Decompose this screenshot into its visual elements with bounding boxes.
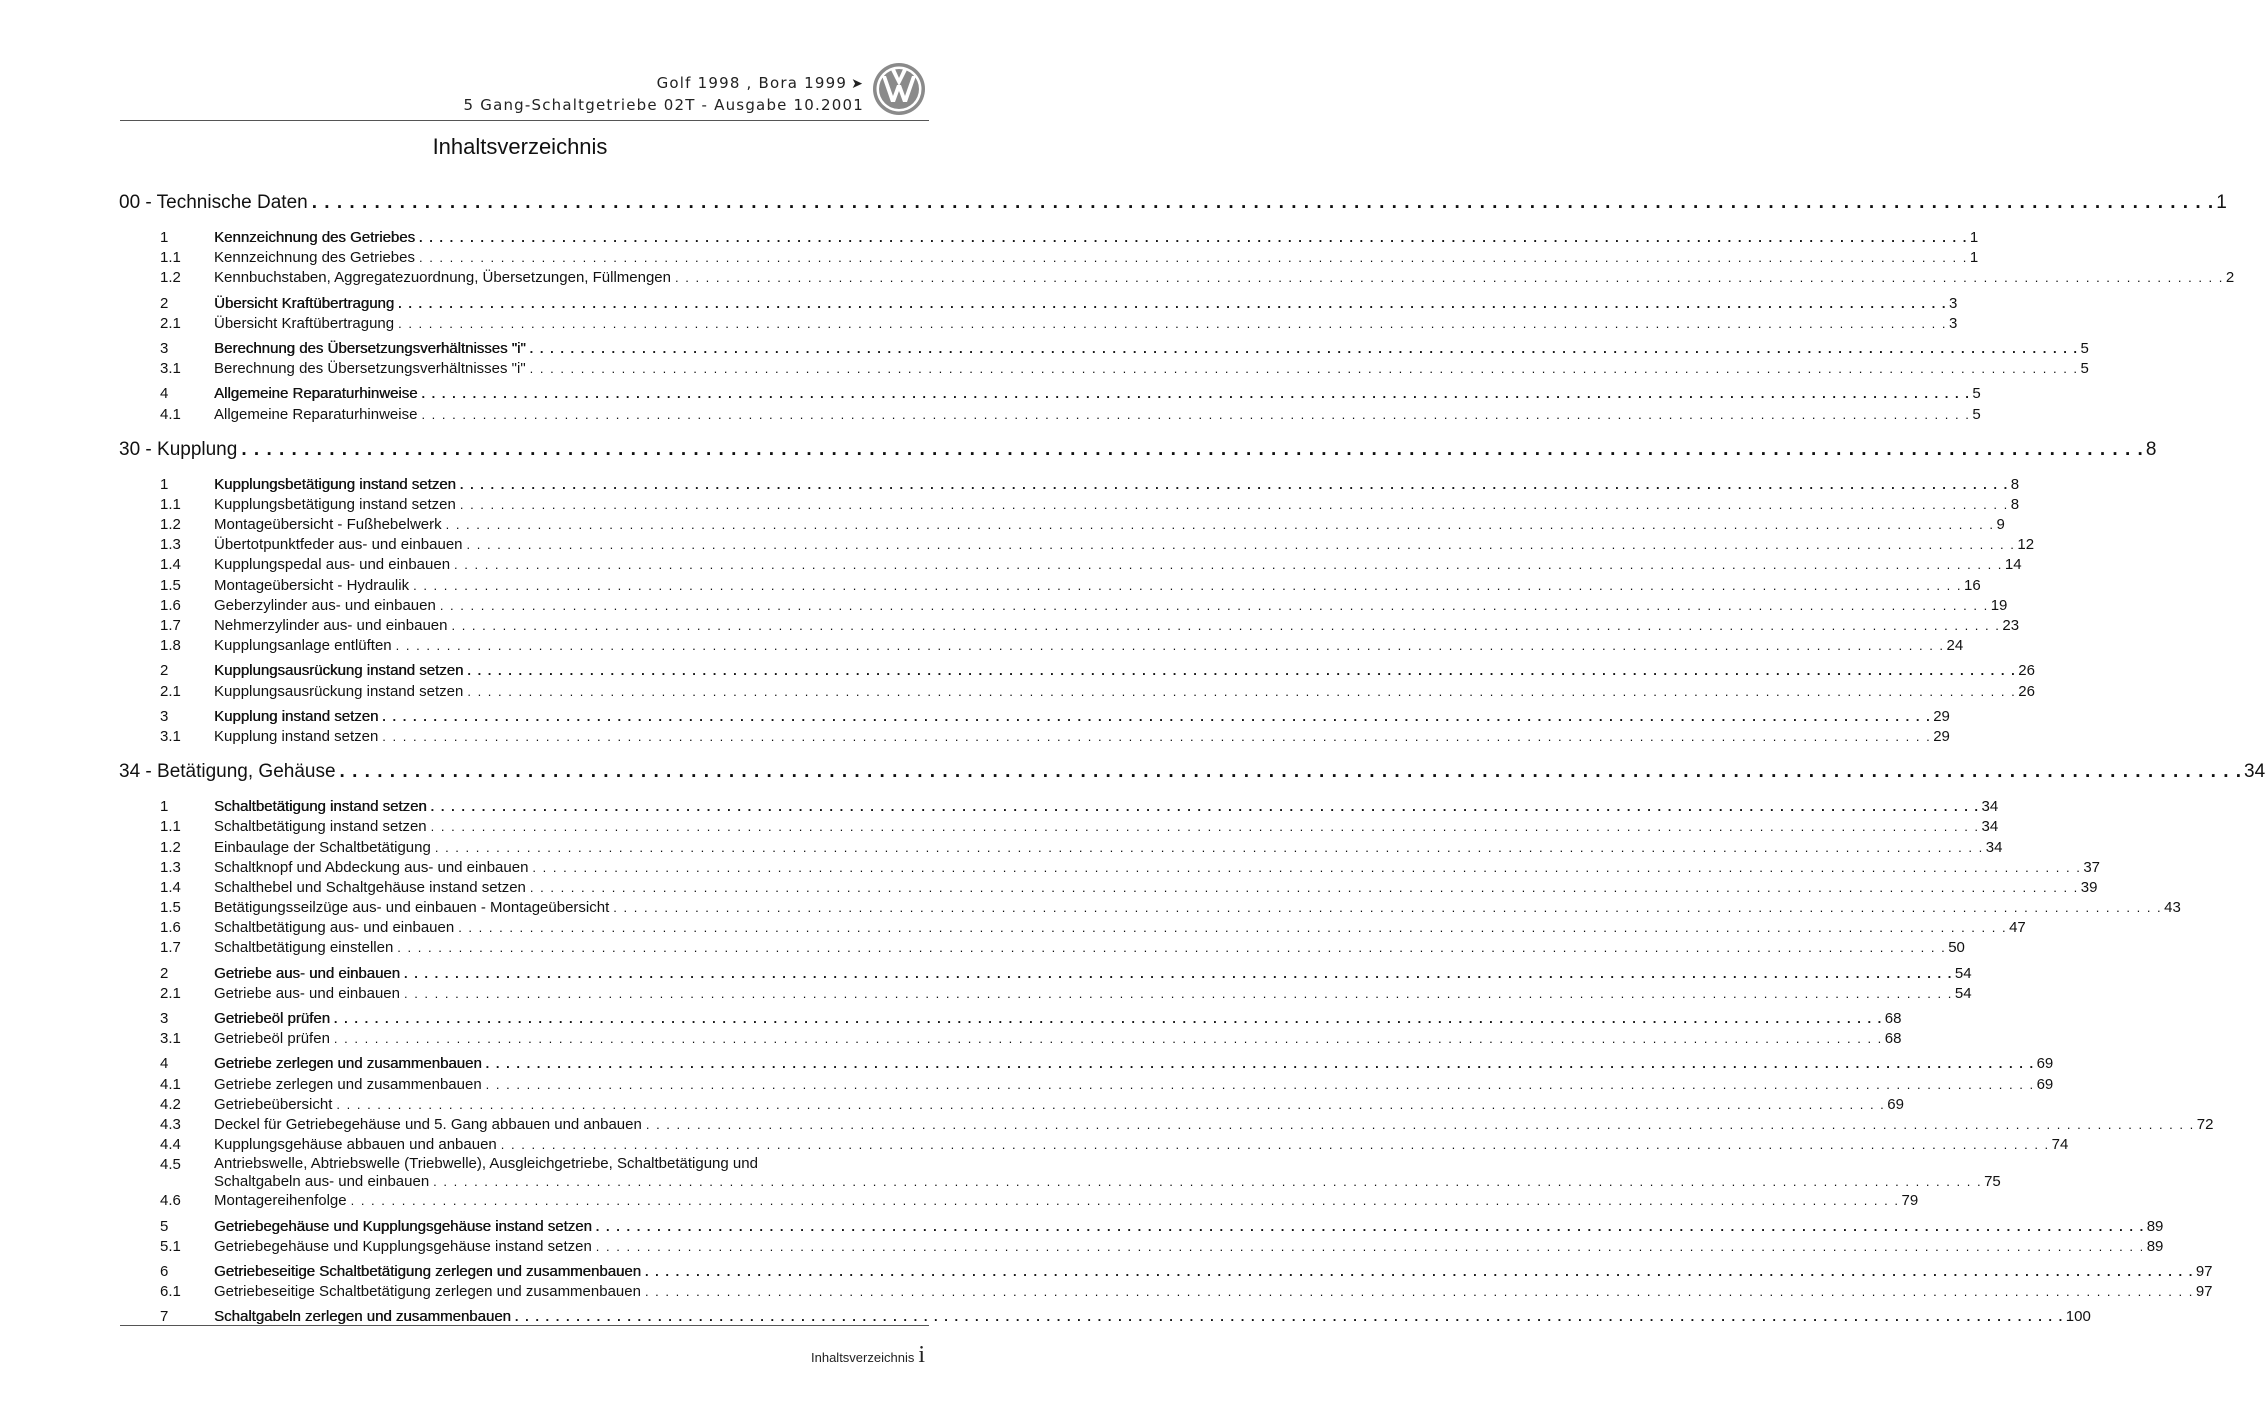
toc-entry-number: 4.5 <box>160 1156 181 1174</box>
page-title: Inhaltsverzeichnis <box>432 134 608 159</box>
toc-entry-title: Getriebeöl prüfen <box>214 1010 330 1027</box>
toc-entry-title: Übersicht Kraftübertragung <box>214 294 395 312</box>
toc-entry-last-line <box>214 1173 2001 1191</box>
toc-entry-number: 5 <box>160 1217 169 1235</box>
toc-subsection-row[interactable] <box>119 555 2022 575</box>
toc-entry-page: 50 <box>1948 939 1965 957</box>
toc-leader-dots <box>351 1191 1900 1211</box>
toc-entry-number: 4.1 <box>160 1075 181 1093</box>
toc-entry-number: 5.1 <box>160 1237 181 1255</box>
toc-entry-page: 2 <box>2225 269 2235 287</box>
toc-section-row[interactable] <box>119 797 1999 817</box>
toc-section-row[interactable] <box>119 228 1979 248</box>
toc-leader-dots <box>419 248 1968 268</box>
toc-entry-title: Montageübersicht - Fußhebelwerk <box>214 516 442 534</box>
toc-entry-number: 6.1 <box>160 1283 181 1301</box>
toc-chapter-page: 34 <box>2244 761 2265 783</box>
toc-subsection-row[interactable] <box>119 682 2035 702</box>
toc-leader-dots <box>446 515 1995 535</box>
toc-entry-number: 1.7 <box>160 617 181 634</box>
toc-entry-page: 26 <box>2018 662 2035 680</box>
toc-entry-number: 7 <box>160 1308 169 1326</box>
toc-leader-dots <box>433 1173 1982 1191</box>
toc-subsection-row[interactable] <box>119 1075 2054 1095</box>
toc-entry-number: 3 <box>160 707 169 725</box>
toc-entry-page: 75 <box>1984 1173 2001 1191</box>
toc-leader-dots <box>645 1262 2194 1282</box>
toc-subsection-row[interactable] <box>119 727 1950 747</box>
header-rule <box>120 120 929 121</box>
toc-leader-dots <box>451 616 2000 636</box>
toc-section-row[interactable] <box>119 294 1958 314</box>
toc-chapter[interactable] <box>119 190 2227 216</box>
toc-entry-page: 23 <box>2002 617 2020 634</box>
toc-entry-number: 2 <box>160 294 169 312</box>
toc-entry-number: 4.4 <box>160 1136 181 1154</box>
toc-entry-title: Getriebeseitige Schaltbetätigung zerlegen und zusammenbauen <box>214 1262 641 1280</box>
toc-entry-page: 34 <box>1985 838 2003 856</box>
toc-entry-page: 43 <box>2164 899 2181 917</box>
toc-subsection-row[interactable] <box>119 817 1999 837</box>
toc-entry-title: Getriebe zerlegen und zusammenbauen <box>214 1075 482 1093</box>
toc-subsection-row[interactable] <box>119 1237 2164 1257</box>
toc-entry-title: Allgemeine Reparaturhinweise <box>214 405 418 423</box>
toc-entry-page: 5 <box>1972 405 1981 423</box>
toc-leader-dots <box>334 1009 1883 1029</box>
footer-label: Inhaltsverzeichnis <box>811 1350 915 1365</box>
toc-entry-number: 2 <box>160 964 169 982</box>
toc-entry-number: 1.2 <box>160 838 181 856</box>
header-vehicle-text: Golf 1998 , Bora 1999 <box>656 74 848 92</box>
toc-subsection-row[interactable] <box>119 1155 2001 1191</box>
header-vehicle-line <box>120 74 864 93</box>
toc-leader-dots <box>421 384 1970 404</box>
toc-subsection-row[interactable] <box>119 1135 2069 1155</box>
toc-leader-dots <box>241 437 2143 463</box>
toc-entry-page: 19 <box>1990 596 2008 614</box>
toc-entry-number: 1.3 <box>160 858 181 876</box>
document-header <box>120 74 864 114</box>
toc-subsection-row[interactable] <box>119 1191 1919 1211</box>
toc-leader-dots <box>435 838 1984 858</box>
toc-entry-title: Montagereihenfolge <box>214 1192 347 1210</box>
toc-leader-dots <box>413 576 1962 596</box>
toc-leader-dots <box>382 727 1931 747</box>
toc-entry-title: Kupplungsausrückung instand setzen <box>214 682 464 700</box>
toc-leader-dots <box>312 190 2214 216</box>
toc-section-row[interactable] <box>119 384 1981 404</box>
toc-subsection-row[interactable] <box>119 576 1981 596</box>
toc-entry-page: 5 <box>2080 360 2089 378</box>
toc-section-row[interactable] <box>119 475 2020 495</box>
toc-section-row[interactable] <box>119 707 1950 727</box>
toc-entry-number: 1.4 <box>160 878 181 896</box>
toc-entry-page: 29 <box>1933 707 1950 725</box>
toc-entry-title: Getriebe aus- und einbauen <box>214 964 400 982</box>
toc-entry-title: Kupplungsgehäuse abbauen und anbauen <box>214 1136 497 1154</box>
toc-entry-title-cont: Schaltgabeln aus- und einbauen <box>214 1173 430 1191</box>
toc-entry-page: 97 <box>2195 1262 2213 1280</box>
toc-entry-page: 69 <box>2036 1055 2054 1073</box>
toc-leader-dots <box>532 858 2081 878</box>
toc-subsection-row[interactable] <box>119 535 2035 555</box>
toc-leader-dots <box>404 984 1953 1004</box>
toc-subsection-row[interactable] <box>119 984 1972 1004</box>
toc-entry-page: 72 <box>2196 1115 2214 1133</box>
toc-chapter-page: 1 <box>2216 192 2227 213</box>
toc-leader-dots <box>467 682 2016 702</box>
toc-entry-number: 2.1 <box>160 682 181 700</box>
toc-entry-title: Kupplung instand setzen <box>214 707 379 725</box>
toc-entry-number: 1.4 <box>160 556 181 574</box>
toc-entry-page: 26 <box>2018 682 2035 700</box>
toc-subsection-row[interactable] <box>119 858 2100 878</box>
toc-leader-dots <box>596 1217 2145 1237</box>
toc-subsection-row[interactable] <box>119 248 1979 268</box>
toc-leader-dots <box>419 228 1968 248</box>
toc-entry-number: 3 <box>160 339 169 357</box>
footer-page-number: i <box>918 1342 925 1368</box>
toc-entry-page: 97 <box>2195 1283 2213 1301</box>
toc-leader-dots <box>398 294 1947 314</box>
toc-entry-title: Übersicht Kraftübertragung <box>214 314 395 332</box>
toc-entry-number: 1.6 <box>160 596 181 614</box>
toc-leader-dots <box>486 1075 2035 1095</box>
vw-logo-icon <box>872 62 926 116</box>
toc-section-row[interactable] <box>119 964 1972 984</box>
toc-subsection-row[interactable] <box>119 938 1965 958</box>
toc-entry-number: 4.2 <box>160 1095 181 1113</box>
arrow-icon: ➤ <box>851 76 864 92</box>
toc-entry-title: Kupplung instand setzen <box>214 727 379 745</box>
toc-leader-dots <box>613 898 2162 918</box>
toc-section-row[interactable] <box>119 1217 2164 1237</box>
toc-entry-title: Übertotpunktfeder aus- und einbauen <box>214 536 463 554</box>
toc-entry-number: 1.6 <box>160 919 181 937</box>
toc-entry-page: 12 <box>2017 536 2035 554</box>
toc-leader-dots <box>460 495 2009 515</box>
toc-entry-title: Getriebeöl prüfen <box>214 1030 330 1048</box>
toc-subsection-row[interactable] <box>119 1095 1904 1115</box>
toc-leader-dots <box>675 268 2224 288</box>
toc-spacer <box>119 216 916 223</box>
toc-entry-number: 3.1 <box>160 360 181 378</box>
toc-entry-page: 3 <box>1949 314 1958 332</box>
toc-entry-page: 54 <box>1954 984 1972 1002</box>
toc-entry-number: 1.3 <box>160 536 181 554</box>
toc-entry-title: Kupplungsanlage entlüften <box>214 637 392 655</box>
toc-entry-number: 3.1 <box>160 727 181 745</box>
toc-leader-dots <box>596 1237 2145 1257</box>
toc-entry-number: 1.8 <box>160 637 181 655</box>
toc-entry-page: 69 <box>1887 1095 1904 1113</box>
toc-entry-page: 39 <box>2080 878 2098 896</box>
toc-chapter-title: 30 - Kupplung <box>119 438 238 460</box>
toc-entry-title: Deckel für Getriebegehäuse und 5. Gang abbauen und anbauen <box>214 1115 642 1133</box>
toc-entry-number: 1 <box>160 229 169 246</box>
toc-entry-page: 5 <box>2080 339 2089 357</box>
table-of-contents <box>119 190 2265 1327</box>
toc-entry-page: 89 <box>2146 1217 2164 1235</box>
toc-subsection-row[interactable] <box>119 268 2235 288</box>
toc-leader-dots <box>645 1282 2194 1302</box>
toc-subsection-row[interactable] <box>119 515 2005 535</box>
toc-spacer <box>119 463 916 470</box>
toc-entry-number: 3 <box>160 1010 169 1027</box>
toc-entry-title: Geberzylinder aus- und einbauen <box>214 596 436 614</box>
toc-entry-number: 1.5 <box>160 576 181 594</box>
toc-entry-number: 4.6 <box>160 1192 181 1210</box>
toc-entry-title: Getriebeübersicht <box>214 1095 333 1113</box>
toc-leader-dots <box>467 661 2016 681</box>
toc-entry-number: 2.1 <box>160 984 181 1002</box>
toc-entry-number: 1.1 <box>160 818 181 836</box>
toc-entry-page: 9 <box>1996 516 2005 534</box>
toc-subsection-row[interactable] <box>119 1029 1902 1049</box>
toc-entry-title: Getriebe aus- und einbauen <box>214 984 400 1002</box>
toc-entry-page: 69 <box>2036 1075 2054 1093</box>
toc-entry-title: Einbaulage der Schaltbetätigung <box>214 838 431 856</box>
toc-spacer <box>119 785 916 792</box>
toc-leader-dots <box>454 555 2003 575</box>
header-gearbox-line: 5 Gang-Schaltgetriebe 02T - Ausgabe 10.2001 <box>463 96 864 114</box>
toc-entry-title: Montageübersicht - Hydraulik <box>214 576 410 594</box>
toc-leader-dots <box>530 339 2079 359</box>
toc-subsection-row[interactable] <box>119 1115 2214 1135</box>
toc-entry-title: Getriebe zerlegen und zusammenbauen <box>214 1055 482 1073</box>
toc-entry-page: 1 <box>1969 229 1979 246</box>
toc-entry-title: Betätigungsseilzüge aus- und einbauen - Montageübersicht <box>214 899 610 917</box>
toc-entry-title: Kupplungspedal aus- und einbauen <box>214 556 451 574</box>
toc-entry-number: 4 <box>160 385 169 403</box>
toc-entry-title: Schalthebel und Schaltgehäuse instand setzen <box>214 878 526 896</box>
toc-chapter-title: 00 - Technische Daten <box>119 192 308 213</box>
toc-subsection-row[interactable] <box>119 616 2020 636</box>
toc-entry-page: 16 <box>1963 576 1981 594</box>
toc-entry-page: 5 <box>1972 385 1981 403</box>
toc-subsection-row[interactable] <box>119 405 1981 425</box>
footer-rule <box>120 1325 929 1326</box>
toc-entry-wrap <box>214 1155 2001 1191</box>
toc-entry-page: 54 <box>1954 964 1972 982</box>
toc-chapter[interactable] <box>119 437 2157 463</box>
page-footer <box>811 1342 925 1369</box>
toc-entry-number: 2 <box>160 662 169 680</box>
toc-entry-title: Schaltgabeln zerlegen und zusammenbauen <box>214 1308 511 1326</box>
toc-entry-number: 1.2 <box>160 516 181 534</box>
toc-subsection-row[interactable] <box>119 1282 2213 1302</box>
toc-entry-title: Getriebeseitige Schaltbetätigung zerlegen und zusammenbauen <box>214 1283 641 1301</box>
toc-entry-page: 34 <box>1981 818 1999 836</box>
toc-entry-page: 89 <box>2146 1237 2164 1255</box>
toc-entry-title: Berechnung des Übersetzungsverhältnisses "i" <box>214 360 526 378</box>
toc-entry-title: Getriebegehäuse und Kupplungsgehäuse instand setzen <box>214 1217 592 1235</box>
toc-entry-title: Berechnung des Übersetzungsverhältnisses "i" <box>214 339 526 357</box>
toc-leader-dots <box>396 636 1945 656</box>
toc-entry-page: 37 <box>2083 858 2100 876</box>
toc-entry-number: 4.1 <box>160 405 181 423</box>
toc-entry-number: 1.5 <box>160 899 181 917</box>
toc-entry-page: 74 <box>2051 1136 2069 1154</box>
toc-subsection-row[interactable] <box>119 359 2089 379</box>
toc-entry-page: 68 <box>1884 1010 1902 1027</box>
toc-leader-dots <box>382 707 1931 727</box>
toc-entry-page: 14 <box>2004 556 2022 574</box>
toc-entry-number: 1.2 <box>160 269 181 287</box>
toc-entry-title: Getriebegehäuse und Kupplungsgehäuse instand setzen <box>214 1237 592 1255</box>
toc-section-row[interactable] <box>119 661 2035 681</box>
toc-subsection-row[interactable] <box>119 918 2026 938</box>
toc-leader-dots <box>467 535 2016 555</box>
toc-entry-title: Schaltbetätigung instand setzen <box>214 818 427 836</box>
toc-leader-dots <box>398 314 1947 334</box>
toc-entry-title: Antriebswelle, Abtriebswelle (Triebwelle), Ausgleichgetriebe, Schaltbetätigung und <box>214 1155 758 1173</box>
toc-leader-dots <box>440 596 1989 616</box>
toc-entry-title: Allgemeine Reparaturhinweise <box>214 385 418 403</box>
toc-leader-dots <box>486 1054 2035 1074</box>
toc-entry-title: Nehmerzylinder aus- und einbauen <box>214 617 448 634</box>
toc-section-row[interactable] <box>119 1009 1902 1029</box>
toc-entry-title: Kupplungsbetätigung instand setzen <box>214 475 456 493</box>
toc-entry-title: Kennbuchstaben, Aggregatezuordnung, Übersetzungen, Füllmengen <box>214 269 671 287</box>
toc-chapter-title: 34 - Betätigung, Gehäuse <box>119 761 336 783</box>
toc-entry-number: 3.1 <box>160 1030 181 1048</box>
toc-leader-dots <box>530 359 2079 379</box>
toc-entry-title: Schaltbetätigung einstellen <box>214 939 394 957</box>
toc-entry-page: 29 <box>1933 727 1950 745</box>
toc-entry-title: Kennzeichnung des Getriebes <box>214 249 415 267</box>
toc-leader-dots <box>340 759 2242 785</box>
toc-section-row[interactable] <box>119 339 2089 359</box>
toc-chapter-page: 8 <box>2145 438 2157 460</box>
toc-entry-number: 1.1 <box>160 249 181 267</box>
toc-entry-number: 1 <box>160 475 169 493</box>
toc-entry-page: 47 <box>2009 919 2026 937</box>
toc-entry-page: 1 <box>1969 249 1979 267</box>
toc-leader-dots <box>336 1095 1885 1115</box>
toc-leader-dots <box>397 938 1946 958</box>
toc-leader-dots <box>431 797 1980 817</box>
toc-subsection-row[interactable] <box>119 878 2098 898</box>
toc-entry-number: 1 <box>160 798 169 816</box>
toc-entry-page: 100 <box>2065 1308 2091 1326</box>
toc-entry-page: 8 <box>2010 495 2020 513</box>
toc-section-row[interactable] <box>119 1262 2213 1282</box>
toc-subsection-row[interactable] <box>119 314 1958 334</box>
toc-entry-title: Kennzeichnung des Getriebes <box>214 229 415 246</box>
toc-leader-dots <box>501 1135 2050 1155</box>
toc-subsection-row[interactable] <box>119 838 2003 858</box>
toc-leader-dots <box>404 964 1953 984</box>
toc-subsection-row[interactable] <box>119 495 2020 515</box>
toc-entry-page: 79 <box>1901 1192 1919 1210</box>
toc-entry-page: 8 <box>2010 475 2020 493</box>
toc-entry-title: Schaltbetätigung instand setzen <box>214 798 427 816</box>
toc-entry-page: 24 <box>1946 637 1964 655</box>
toc-entry-title: Kupplungsausrückung instand setzen <box>214 662 464 680</box>
toc-leader-dots <box>646 1115 2195 1135</box>
toc-leader-dots <box>421 405 1970 425</box>
toc-entry-page: 34 <box>1981 798 1999 816</box>
toc-leader-dots <box>460 475 2009 495</box>
toc-subsection-row[interactable] <box>119 596 2008 616</box>
toc-leader-dots <box>458 918 2007 938</box>
toc-entry-number: 1.7 <box>160 939 181 957</box>
toc-entry-number: 1.1 <box>160 495 181 513</box>
toc-entry-title: Schaltbetätigung aus- und einbauen <box>214 919 455 937</box>
toc-entry-title: Kupplungsbetätigung instand setzen <box>214 495 456 513</box>
toc-entry-title: Schaltknopf und Abdeckung aus- und einbauen <box>214 858 529 876</box>
toc-subsection-row[interactable] <box>119 636 1964 656</box>
toc-entry-number: 4.3 <box>160 1115 181 1133</box>
toc-subsection-row[interactable] <box>119 898 2181 918</box>
toc-entry-number: 6 <box>160 1262 169 1280</box>
toc-chapter[interactable] <box>119 759 2265 785</box>
toc-entry-page: 68 <box>1884 1030 1902 1048</box>
toc-leader-dots <box>530 878 2079 898</box>
toc-entry-number: 2.1 <box>160 314 181 332</box>
toc-entry-page: 3 <box>1949 294 1958 312</box>
toc-leader-dots <box>431 817 1980 837</box>
toc-leader-dots <box>334 1029 1883 1049</box>
toc-section-row[interactable] <box>119 1054 2054 1074</box>
toc-entry-number: 4 <box>160 1055 169 1073</box>
